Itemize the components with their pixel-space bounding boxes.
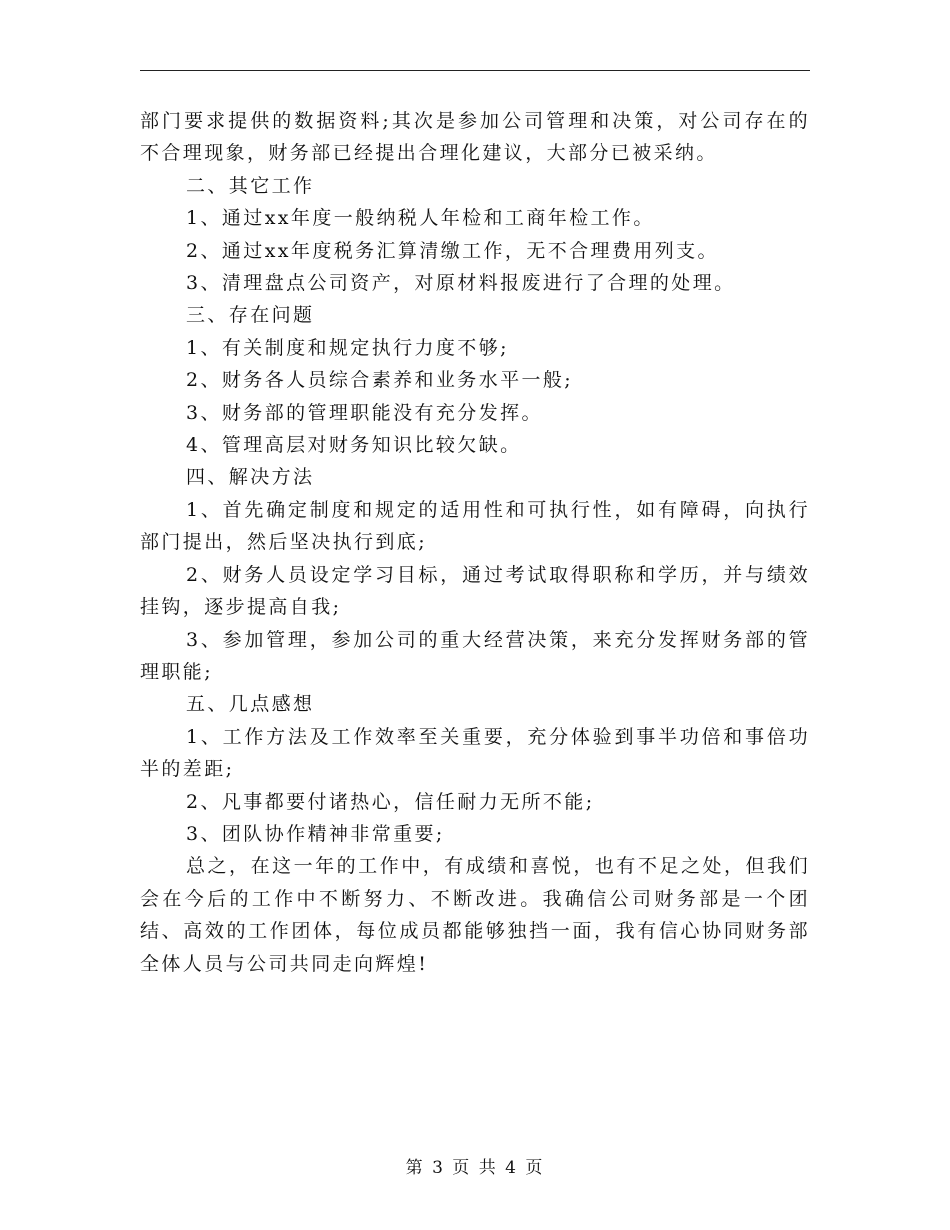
section-heading-reflections: 五、几点感想	[186, 693, 315, 716]
list-item: 1、首先确定制度和规定的适用性和可执行性，如有障碍，向执行部门提出，然后坚决执行到底;	[140, 498, 810, 554]
header-rule	[140, 70, 810, 71]
page-number: 第 3 页 共 4 页	[405, 1158, 545, 1178]
list-item: 3、财务部的管理职能没有充分发挥。	[186, 401, 543, 424]
list-item: 2、凡事都要付诸热心，信任耐力无所不能;	[186, 790, 595, 813]
section-heading-solutions: 四、解决方法	[186, 466, 315, 489]
conclusion-paragraph: 总之，在这一年的工作中，有成绩和喜悦，也有不足之处，但我们会在今后的工作中不断努力、不断改进。我确信公司财务部是一个团结、高效的工作团体，每位成员都能够独挡一面，我有信心协同财务部全体人员与公司共同走向辉煌!	[140, 855, 810, 975]
document-body	[140, 105, 810, 980]
list-item: 2、通过xx年度税务汇算清缴工作，无不合理费用列支。	[186, 239, 719, 262]
list-item: 1、通过xx年度一般纳税人年检和工商年检工作。	[186, 207, 655, 230]
list-item: 3、参加管理，参加公司的重大经营决策，来充分发挥财务部的管理职能;	[140, 628, 810, 683]
list-item: 4、管理高层对财务知识比较欠缺。	[186, 434, 522, 457]
list-item: 3、清理盘点公司资产，对原材料报废进行了合理的处理。	[186, 272, 736, 295]
list-item: 2、财务各人员综合素养和业务水平一般;	[186, 369, 574, 392]
section-heading-problems: 三、存在问题	[186, 304, 315, 327]
list-item: 2、财务人员设定学习目标，通过考试取得职称和学历，并与绩效挂钩，逐步提高自我;	[140, 563, 810, 619]
list-item: 3、团队协作精神非常重要;	[186, 822, 445, 845]
section-heading-other-work: 二、其它工作	[186, 174, 315, 197]
list-item: 1、工作方法及工作效率至关重要，充分体验到事半功倍和事倍功半的差距;	[140, 725, 810, 781]
list-item: 1、有关制度和规定执行力度不够;	[186, 336, 509, 359]
paragraph-continuation: 部门要求提供的数据资料;其次是参加公司管理和决策，对公司存在的不合理现象，财务部已经提出合理化建议，大部分已被采纳。	[140, 110, 810, 165]
